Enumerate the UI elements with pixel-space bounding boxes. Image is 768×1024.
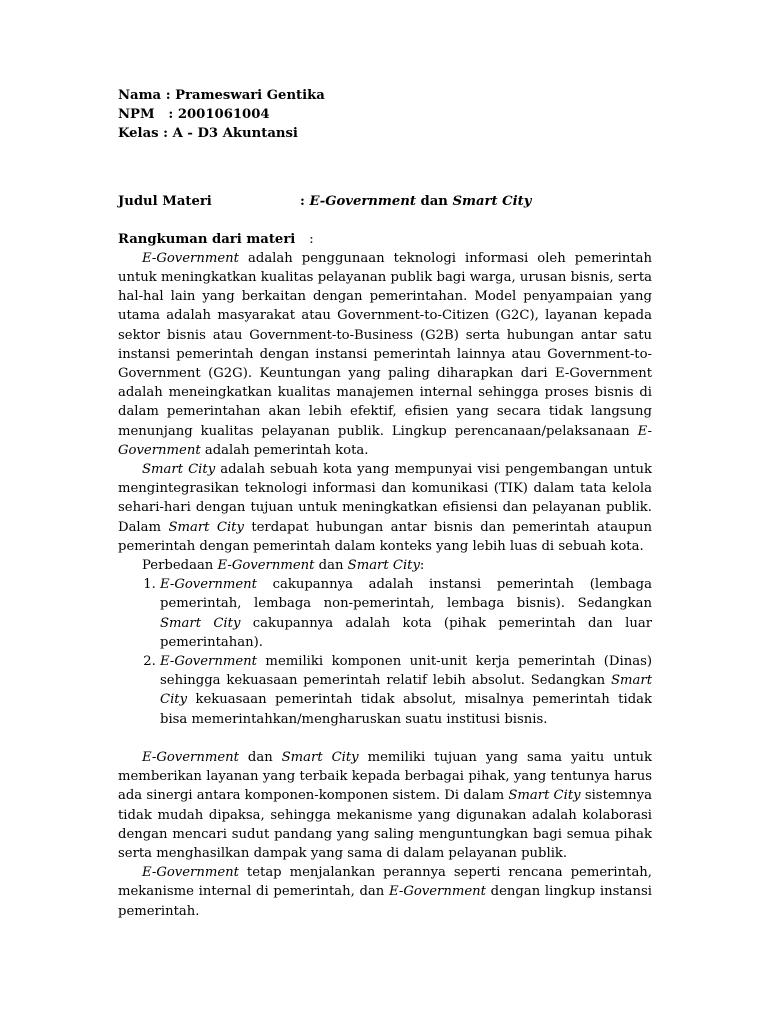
- p4-term: E-Government: [142, 749, 239, 765]
- document-page: [118, 86, 652, 921]
- class-line: [118, 124, 652, 143]
- p4-text: memiliki tujuan yang sama yaitu untuk memberikan layanan yang terbaik kepada berbagai pihak, yang tentunya harus ada sinergi antara komponen-komponen sistem. Di dalam: [118, 749, 652, 804]
- p3-mid: dan: [314, 558, 348, 574]
- p3-term-2: Smart City: [347, 558, 420, 574]
- p1-term: E-Government: [142, 250, 239, 266]
- p2-term: Smart City: [142, 462, 216, 478]
- name-value: : Prameswari Gentika: [165, 88, 325, 103]
- title-smartcity: Smart City: [452, 193, 532, 209]
- name-line: [118, 86, 652, 105]
- class-value: : A - D3 Akuntansi: [163, 126, 298, 142]
- p3-pre: Perbedaan: [142, 558, 218, 574]
- paragraph-egov-role: [118, 863, 652, 921]
- p2-text: adalah sebuah kota yang mempunyai visi pengembangan untuk mengintegrasikan teknologi informasi dan komunikasi (TIK) dalam tata kelola sehari-hari dengan tujuan untuk meningkatkan efisiensi dan pelayanan publik. Dalam: [118, 462, 652, 535]
- material-title: [118, 192, 652, 211]
- title-mid: dan: [415, 193, 453, 209]
- npm-line: [118, 105, 652, 124]
- li1-term-2: Smart City: [160, 615, 241, 631]
- differences-list: [118, 575, 652, 729]
- li2-end: kekuasaan pemerintah tidak absolut, misalnya pemerintah tidak bisa memerintahkan/mengharuskan suatu institusi bisnis.: [160, 692, 652, 727]
- name-label: Nama: [118, 88, 162, 103]
- summary-heading: [118, 230, 652, 249]
- list-item: [160, 575, 652, 652]
- p5-text: tetap menjalankan perannya seperti rencana pemerintah, mekanisme internal di pemerintah, dan: [118, 865, 652, 900]
- p1-end: adalah pemerintah kota.: [200, 442, 369, 458]
- class-label: Kelas: [118, 126, 159, 142]
- npm-label: NPM: [118, 107, 155, 123]
- p3-term: E-Government: [217, 558, 315, 574]
- summary-label: Rangkuman dari materi: [118, 231, 296, 247]
- li2-term: E-Government: [160, 654, 257, 670]
- title-egov: E-Government: [309, 193, 416, 209]
- p5-end: dengan lingkup instansi pemerintah.: [118, 884, 653, 919]
- p4-mid: dan: [238, 749, 282, 765]
- paragraph-differences-intro: [118, 556, 652, 575]
- p4-term-2: Smart City: [281, 749, 359, 765]
- title-value: [300, 192, 531, 211]
- npm-value: : 2001061004: [168, 107, 270, 123]
- paragraph-common-goal: [118, 748, 652, 863]
- p3-end: :: [419, 558, 425, 574]
- paragraph-egov-definition: [118, 249, 652, 460]
- summary-colon: :: [309, 231, 314, 247]
- p1-text: adalah penggunaan teknologi informasi oleh pemerintah untuk meningkatkan kualitas pelayanan publik bagi warga, urusan bisnis, serta hal-hal lain yang berkaitan dengan pemerintahan. Model penyampaian yang utama adalah masyarakat atau Government-to-Citizen (G2C), layanan kepada sektor bisnis atau Government-to-Business (G2B) serta hubungan antar satu instansi pemerintah dengan instansi pemerintah lainnya atau Government-to-Government (G2G). Keuntungan yang paling diharapkan dari E-Government adalah meneingkatkan kualitas manajemen internal sehingga proses bisnis di dalam pemerintahan akan lebih efektif, efisien yang secara tidak langsung menunjang kualitas pelayanan publik. Lingkup perencanaan/pelaksanaan: [118, 250, 652, 439]
- li1-end: cakupannya adalah kota (pihak pemerintah dan luar pemerintahan).: [160, 615, 652, 650]
- student-header: [118, 86, 652, 144]
- li2-term-2: Smart City: [160, 673, 652, 708]
- p1-term-2: E-Government: [118, 423, 652, 458]
- p2-end: terdapat hubungan antar bisnis dan pemerintah ataupun pemerintah dengan pemerintah dalam konteks yang lebih luas di sebuah kota.: [118, 519, 652, 554]
- li2-text: memiliki komponen unit-unit kerja pemerintah (Dinas) sehingga kekuasaan pemerintah relatif lebih absolut. Sedangkan: [160, 654, 652, 689]
- p4-term-3: Smart City: [508, 788, 581, 804]
- p5-term-2: E-Government: [389, 884, 486, 900]
- title-label: Judul Materi: [118, 193, 212, 209]
- p4-end: sistemnya tidak mudah dipaksa, sehingga mekanisme yang digunakan adalah kolaborasi dengan mencari sudut pandang yang saling menguntungkan bagi semua pihak serta menghasilkan dampak yang sama di dalam pelayanan publik.: [118, 788, 652, 861]
- li1-term: E-Government: [160, 577, 257, 593]
- title-colon: :: [300, 193, 305, 209]
- paragraph-smartcity-definition: [118, 460, 652, 556]
- li1-text: cakupannya adalah instansi pemerintah (lembaga pemerintah, lembaga non-pemerintah, lembaga bisnis). Sedangkan: [160, 577, 652, 612]
- list-item: [160, 652, 652, 729]
- p5-term: E-Government: [142, 865, 239, 881]
- p2-term-2: Smart City: [168, 519, 244, 535]
